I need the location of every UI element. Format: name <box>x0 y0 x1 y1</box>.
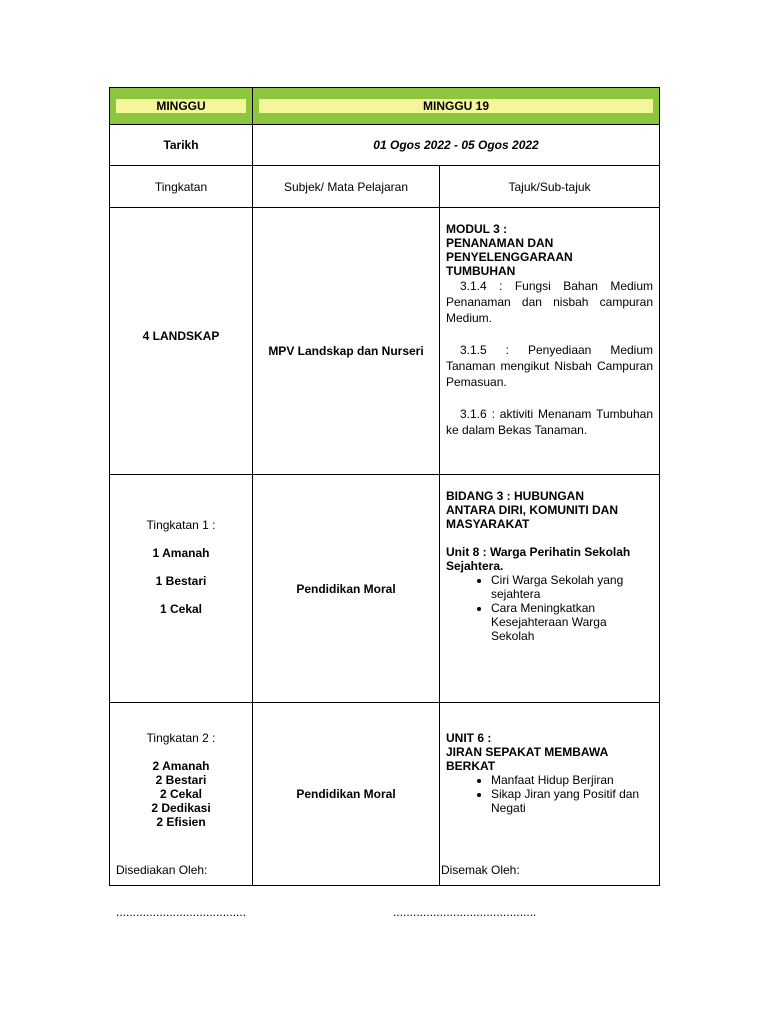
row2-bullet-list <box>446 573 653 643</box>
minggu-value: MINGGU 19 <box>259 99 653 113</box>
row3-class1: 2 Amanah <box>152 759 210 773</box>
row1-tajuk <box>440 208 660 475</box>
row1-subjek: MPV Landskap dan Nurseri <box>253 208 440 475</box>
list-item: • Ciri Warga Sekolah yang sejahtera <box>491 573 653 601</box>
row1-item1: 3.1.4 : Fungsi Bahan Medium Penanaman dan nisbah campuran Medium. <box>446 279 654 325</box>
row1-heading3: PENYELENGGARAAN <box>446 250 573 264</box>
row3-class5: 2 Efisien <box>156 815 206 829</box>
row2-class2: 1 Bestari <box>155 573 207 588</box>
minggu-label: MINGGU <box>116 99 246 113</box>
table-row <box>110 703 660 886</box>
checked-by-signature-line: ........................................... <box>393 905 537 919</box>
row3-class3: 2 Cekal <box>159 787 203 801</box>
row2-class3: 1 Cekal <box>159 601 203 616</box>
minggu-label-cell <box>110 88 253 125</box>
col-header-subjek: Subjek/ Mata Pelajaran <box>253 166 440 208</box>
row3-bullet-list <box>446 773 653 815</box>
row2-heading1: BIDANG 3 : HUBUNGAN <box>446 489 584 503</box>
list-item: • Cara Meningkatkan Kesejahteraan Warga Sekolah <box>491 601 653 643</box>
col-header-tajuk: Tajuk/Sub-tajuk <box>440 166 660 208</box>
table-row <box>110 475 660 703</box>
checked-by-label: Disemak Oleh: <box>441 863 520 877</box>
row2-heading2: ANTARA DIRI, KOMUNITI DAN <box>446 503 618 517</box>
row1-heading2: PENANAMAN DAN <box>446 236 554 250</box>
tarikh-value: 01 Ogos 2022 - 05 Ogos 2022 <box>253 125 660 166</box>
tarikh-row <box>110 125 660 166</box>
list-item: • Sikap Jiran yang Positif dan Negati <box>491 787 653 815</box>
column-header-row <box>110 166 660 208</box>
row1-tingkatan: 4 LANDSKAP <box>110 208 253 475</box>
weekly-plan-table <box>109 87 660 886</box>
row2-unit2: Sejahtera. <box>446 559 504 573</box>
row1-item3: 3.1.6 : aktiviti Menanam Tumbuhan ke dalam Bekas Tanaman. <box>446 407 654 437</box>
row1-heading4: TUMBUHAN <box>446 264 516 278</box>
row3-tingkatan <box>110 703 253 886</box>
col-header-tingkatan: Tingkatan <box>110 166 253 208</box>
minggu-row <box>110 88 660 125</box>
row2-subjek: Pendidikan Moral <box>253 475 440 703</box>
row2-class1: 1 Amanah <box>152 545 210 560</box>
table-row <box>110 208 660 475</box>
row3-tingkatan-label: Tingkatan 2 : <box>146 731 216 745</box>
row2-heading3: MASYARAKAT <box>446 517 530 531</box>
row3-heading1: UNIT 6 : <box>446 731 492 745</box>
list-item: • Manfaat Hidup Berjiran <box>491 773 653 787</box>
row3-class2: 2 Bestari <box>155 773 207 787</box>
row2-tingkatan-label: Tingkatan 1 : <box>146 517 216 532</box>
tarikh-label: Tarikh <box>110 125 253 166</box>
row3-tajuk <box>440 703 660 886</box>
row3-class4: 2 Dedikasi <box>151 801 211 815</box>
row3-heading3: BERKAT <box>446 759 496 773</box>
row1-heading1: MODUL 3 : <box>446 222 508 236</box>
row3-heading2: JIRAN SEPAKAT MEMBAWA <box>446 745 609 759</box>
prepared-by-signature-line: ....................................... <box>116 905 247 919</box>
row1-item2: 3.1.5 : Penyediaan Medium Tanaman mengikut Nisbah Campuran Pemasuan. <box>446 343 654 389</box>
prepared-by-label: Disediakan Oleh: <box>116 863 208 877</box>
row3-subjek: Pendidikan Moral <box>253 703 440 886</box>
row2-tajuk <box>440 475 660 703</box>
minggu-value-cell <box>253 88 660 125</box>
row2-tingkatan <box>110 475 253 703</box>
row2-unit1: Unit 8 : Warga Perihatin Sekolah <box>446 545 631 559</box>
